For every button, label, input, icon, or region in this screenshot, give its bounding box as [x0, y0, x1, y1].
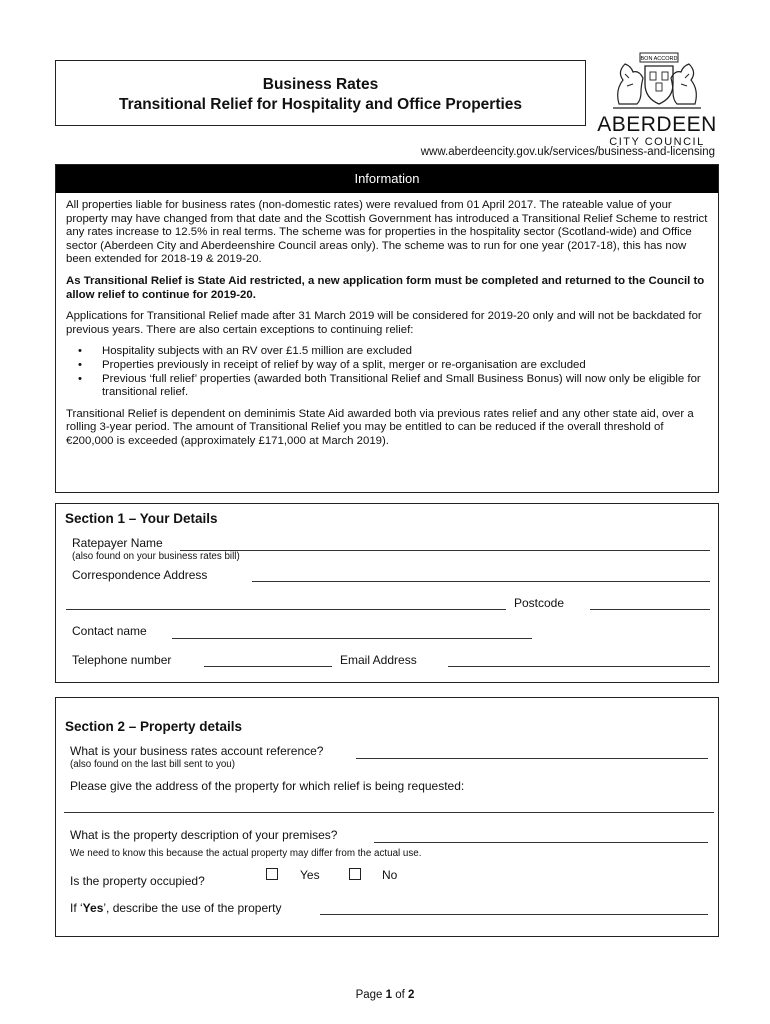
list-item: • Previous ‘full relief’ properties (awarded both Transitional Relief and Small Business Bonus) will now only be eligible for transitional relief.: [66, 373, 708, 400]
account-reference-field[interactable]: [356, 758, 708, 759]
property-address-field[interactable]: [64, 812, 714, 813]
website-url[interactable]: www.aberdeencity.gov.uk/services/business-and-licensing: [420, 146, 715, 158]
exceptions-list: [66, 345, 708, 399]
occupied-no-label: No: [382, 868, 398, 882]
property-description-note: We need to know this because the actual property may differ from the actual use.: [70, 848, 422, 859]
form-subtitle: Transitional Relief for Hospitality and Office Properties: [118, 96, 523, 113]
info-paragraph-3: Applications for Transitional Relief made after 31 March 2019 will be considered for 2019-20 only and will not be backdated for previous years. There are also certain exceptions to continuing relief:: [66, 310, 702, 336]
occupied-yes-checkbox[interactable]: [266, 868, 278, 880]
coat-of-arms-icon: [607, 50, 707, 112]
section-your-details: [55, 503, 719, 683]
account-reference-label: What is your business rates account reference?: [70, 744, 324, 758]
telephone-label: Telephone number: [72, 653, 172, 667]
logo-subname: CITY COUNCIL: [609, 136, 705, 148]
property-address-label: Please give the address of the property for which relief is being requested:: [70, 779, 465, 793]
section-2-title: Section 2 – Property details: [65, 719, 243, 734]
property-use-field[interactable]: [320, 914, 708, 915]
info-paragraph-2: As Transitional Relief is State Aid restricted, a new application form must be completed and returned to the Council to allow relief to continue for 2019-20.: [66, 274, 705, 301]
occupied-yes-label: Yes: [300, 868, 320, 882]
info-paragraph-1: All properties liable for business rates (non-domestic rates) were revalued from 01 April 2017. The rateable value of your property may have changed from that date and the Scottish Government has introduced a Transitional Relief Scheme to restrict any rates increase to 12.5% in real terms. The scheme was for properties in the hospitality sector (Scotland-wide) and Office sector (Aberdeen City and Aberdeenshire Council areas only). The scheme was to run for one year (2017-18), this has now been extended for 2018-19 & 2019-20.: [66, 199, 708, 266]
form-title-box: [55, 60, 586, 126]
section-property-details: [55, 697, 719, 937]
info-paragraph-4: Transitional Relief is dependent on deminimis State Aid awarded both via previous rates relief and any other state aid, over a rolling 3-year period. The amount of Transitional Relief you may be entitled to can be reduced if the overall threshold of €200,000 is exceeded (approximately £171,000 at March 2019).: [66, 407, 694, 447]
email-field[interactable]: [448, 666, 710, 667]
telephone-field[interactable]: [204, 666, 332, 667]
logo-motto: BON ACCORD: [640, 56, 678, 62]
contact-name-field[interactable]: [172, 638, 532, 639]
correspondence-address-field[interactable]: [252, 581, 710, 582]
email-label: Email Address: [340, 653, 417, 667]
property-description-field[interactable]: [374, 842, 708, 843]
information-heading: Information: [56, 165, 718, 193]
ratepayer-name-label: Ratepayer Name: [72, 536, 163, 550]
property-description-label: What is the property description of your premises?: [70, 828, 338, 842]
contact-name-label: Contact name: [72, 624, 147, 638]
list-item: • Hospitality subjects with an RV over £1.5 million are excluded: [66, 345, 708, 359]
postcode-field[interactable]: [590, 609, 710, 610]
occupied-label: Is the property occupied?: [70, 874, 205, 888]
section-1-title: Section 1 – Your Details: [65, 511, 218, 526]
correspondence-address-label: Correspondence Address: [72, 568, 208, 582]
account-reference-note: (also found on the last bill sent to you): [70, 759, 236, 770]
council-logo: [597, 50, 717, 150]
ratepayer-name-field[interactable]: [180, 550, 710, 551]
ratepayer-name-note: (also found on your business rates bill): [72, 551, 240, 562]
information-box: [55, 164, 719, 493]
logo-name: ABERDEEN: [597, 113, 717, 136]
occupied-no-checkbox[interactable]: [349, 868, 361, 880]
list-item: • Properties previously in receipt of relief by way of a split, merger or re-organisation are excluded: [66, 359, 708, 373]
postcode-label: Postcode: [514, 596, 565, 610]
property-use-label: If ‘Yes’, describe the use of the property: [70, 901, 282, 915]
form-title: Business Rates: [262, 76, 379, 93]
page-number: Page 1 of 2: [355, 989, 415, 1001]
correspondence-address-line-2[interactable]: [66, 609, 506, 610]
